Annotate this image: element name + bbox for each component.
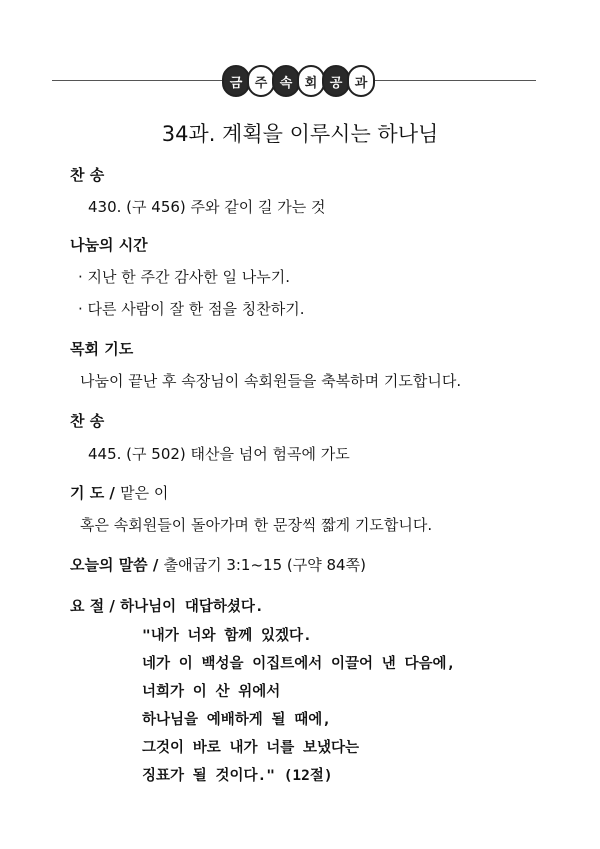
prayer2-heading-sub: 맡은 이 xyxy=(120,484,169,502)
prayer2-heading xyxy=(70,482,168,503)
prayer2-heading-label: 기 도 / xyxy=(70,484,115,502)
prayer1-line: 나눔이 끝난 후 속장님이 속회원들을 축복하며 기도합니다. xyxy=(80,372,462,390)
lesson-category-badge xyxy=(222,62,377,100)
badge-char-5: 공 xyxy=(322,65,350,97)
word-heading-sub: 출애굽기 3:1~15 (구약 84쪽) xyxy=(163,556,366,574)
badge-char-3: 속 xyxy=(272,65,300,97)
summary-heading-label: 요 절 / xyxy=(70,597,115,615)
page-title: 34과. 계획을 이루시는 하나님 xyxy=(161,122,439,146)
hymn2-heading: 찬 송 xyxy=(70,412,105,430)
prayer2-line: 혹은 속회원들이 돌아가며 한 문장씩 짧게 기도합니다. xyxy=(80,516,433,534)
verse-line-3: 너희가 이 산 위에서 xyxy=(142,684,281,700)
verse-line-2: 네가 이 백성을 이집트에서 이끌어 낸 다음에, xyxy=(142,656,456,672)
prayer1-heading: 목회 기도 xyxy=(70,340,134,358)
sharing-heading: 나눔의 시간 xyxy=(70,236,148,254)
hymn2-line: 445. (구 502) 태산을 넘어 험곡에 가도 xyxy=(88,445,350,463)
summary-heading xyxy=(70,595,264,616)
hymn1-line: 430. (구 456) 주와 같이 길 가는 것 xyxy=(88,198,326,216)
badge-char-1: 금 xyxy=(222,65,250,97)
verse-line-4: 하나님을 예배하게 될 때에, xyxy=(142,712,331,728)
sharing-item-2: · 다른 사람이 잘 한 점을 칭찬하기. xyxy=(78,300,305,318)
header-rule-left xyxy=(52,80,232,81)
badge-char-6: 과 xyxy=(347,65,375,97)
verse-line-6: 징표가 될 것이다." (12절) xyxy=(142,768,333,784)
sharing-item-1: · 지난 한 주간 감사한 일 나누기. xyxy=(78,268,291,286)
word-heading xyxy=(70,554,366,575)
verse-line-5: 그것이 바로 내가 너를 보냈다는 xyxy=(142,740,360,756)
badge-char-4: 회 xyxy=(297,65,325,97)
word-heading-label: 오늘의 말씀 / xyxy=(70,556,159,574)
summary-first-line: 하나님이 대답하셨다. xyxy=(120,599,264,615)
verse-line-1: "내가 너와 함께 있겠다. xyxy=(142,628,312,644)
badge-char-2: 주 xyxy=(247,65,275,97)
header-rule-right xyxy=(360,80,536,81)
hymn1-heading: 찬 송 xyxy=(70,166,105,184)
